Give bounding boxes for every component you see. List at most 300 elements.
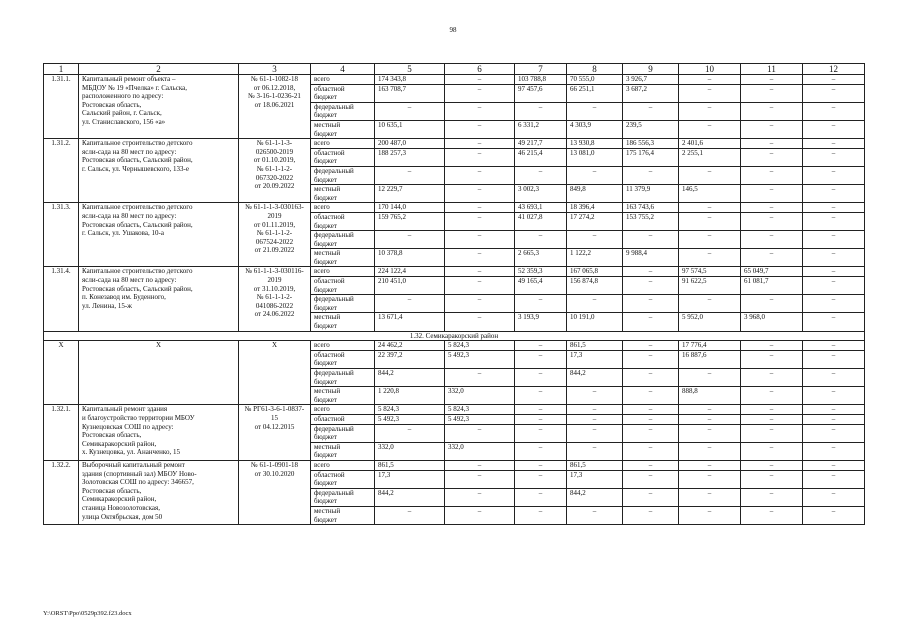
funding-source-line: федеральный xyxy=(314,102,354,111)
value-cell: – xyxy=(567,405,623,415)
value-cell: – xyxy=(741,102,803,120)
document-line: от 06.12.2018, xyxy=(253,83,296,92)
description-line: Капитальный ремонт здания xyxy=(82,405,168,414)
value-cell: – xyxy=(803,120,865,138)
funding-source-line: бюджет xyxy=(314,221,337,230)
value-cell: 175 176,4 xyxy=(623,148,679,166)
value-cell: – xyxy=(741,387,803,405)
value-cell: – xyxy=(741,488,803,506)
value-cell: – xyxy=(445,424,515,442)
description-line: ясли-сада на 80 мест по адресу: xyxy=(82,147,177,156)
value-cell: 861,5 xyxy=(375,460,445,470)
funding-source-line: всего xyxy=(314,139,330,148)
document-line: № 61-1-1-2- xyxy=(256,164,293,173)
header-cell: 7 xyxy=(515,64,567,75)
value-cell: – xyxy=(623,102,679,120)
value-cell: – xyxy=(803,442,865,460)
value-cell: – xyxy=(803,488,865,506)
description-line: МБДОУ № 19 «Пчелка» г. Сальска, xyxy=(82,83,187,92)
header-cell: 1 xyxy=(44,64,79,75)
value-cell: – xyxy=(679,405,741,415)
funding-source-line: местный xyxy=(314,506,341,515)
funding-source-line: федеральный xyxy=(314,166,354,175)
value-cell: – xyxy=(445,84,515,102)
value-cell: 52 359,3 xyxy=(515,267,567,277)
value-cell: – xyxy=(515,442,567,460)
funding-source-line: всего xyxy=(314,75,330,83)
value-cell: – xyxy=(515,470,567,488)
value-cell: – xyxy=(623,166,679,184)
value-cell: – xyxy=(567,102,623,120)
value-cell: 888,8 xyxy=(679,387,741,405)
value-cell: – xyxy=(623,369,679,387)
value-cell: – xyxy=(515,166,567,184)
value-cell: 844,2 xyxy=(567,488,623,506)
value-cell: – xyxy=(623,277,679,295)
table-row xyxy=(44,203,865,213)
item-description xyxy=(79,460,239,524)
funding-source-line: бюджет xyxy=(314,303,337,312)
value-cell: – xyxy=(679,249,741,267)
value-cell: 65 049,7 xyxy=(741,267,803,277)
value-cell: – xyxy=(445,267,515,277)
description-line: Капитальное строительство детского xyxy=(82,203,193,212)
item-description xyxy=(79,75,239,139)
value-cell: 3 687,2 xyxy=(623,84,679,102)
funding-source-line: областной xyxy=(314,470,345,479)
funding-source xyxy=(311,267,375,277)
item-number: 1.32.1. xyxy=(44,405,79,461)
document-line: от 30.10.2020 xyxy=(254,469,295,478)
description-line: ясли-сада на 80 мест по адресу: xyxy=(82,276,177,285)
value-cell: – xyxy=(679,231,741,249)
funding-source-line: местный xyxy=(314,120,341,129)
value-cell: 861,5 xyxy=(567,341,623,351)
document-reference xyxy=(239,460,311,524)
header-cell: 12 xyxy=(803,64,865,75)
funding-source xyxy=(311,460,375,470)
value-cell: – xyxy=(803,166,865,184)
description-line: ул. Ленина, 15-ж xyxy=(82,301,133,310)
value-cell: – xyxy=(623,488,679,506)
funding-source xyxy=(311,277,375,295)
funding-source-line: местный xyxy=(314,249,341,258)
document-line: № 61-1-1-3-030116- xyxy=(245,267,304,276)
document-line: 041086-2022 xyxy=(255,301,294,310)
document-line: от 20.09.2022 xyxy=(254,182,295,191)
value-cell: 49 217,7 xyxy=(515,139,567,149)
description-line: расположенного по адресу: xyxy=(82,92,164,101)
value-cell: 200 487,0 xyxy=(375,139,445,149)
item-number: 1.31.2. xyxy=(44,139,79,203)
funding-source-line: бюджет xyxy=(314,111,337,120)
value-cell: – xyxy=(741,414,803,424)
value-cell: 2 401,6 xyxy=(679,139,741,149)
value-cell: 16 887,6 xyxy=(679,350,741,368)
value-cell: – xyxy=(445,488,515,506)
table-row xyxy=(44,139,865,149)
document-line: от 21.09.2022 xyxy=(254,246,295,255)
funding-source-line: областной xyxy=(314,212,345,221)
funding-source-line: бюджет xyxy=(314,451,337,460)
value-cell: – xyxy=(679,460,741,470)
value-cell: 3 193,9 xyxy=(515,313,567,331)
funding-source xyxy=(311,295,375,313)
value-cell: 46 215,4 xyxy=(515,148,567,166)
value-cell: 5 824,3 xyxy=(445,405,515,415)
value-cell: – xyxy=(679,203,741,213)
value-cell: 49 165,4 xyxy=(515,277,567,295)
value-cell: 5 824,3 xyxy=(445,341,515,351)
value-cell: 188 257,3 xyxy=(375,148,445,166)
document-line: от 01.10.2019, xyxy=(253,156,296,165)
item-description xyxy=(79,203,239,267)
document-line: от 04.12.2015 xyxy=(254,422,295,431)
value-cell: – xyxy=(741,203,803,213)
value-cell: – xyxy=(741,341,803,351)
document-line: 067524-2022 xyxy=(255,237,294,246)
description-line: Сальский район, г. Сальск, xyxy=(82,109,162,118)
value-cell: – xyxy=(803,341,865,351)
description-line: Ростовская область, xyxy=(82,431,142,440)
funding-source-line: областной xyxy=(314,84,345,93)
value-cell: – xyxy=(445,120,515,138)
value-cell: – xyxy=(803,387,865,405)
document-line: № 61-1-1-2- xyxy=(256,293,293,302)
value-cell: – xyxy=(803,277,865,295)
funding-source-line: местный xyxy=(314,313,341,322)
funding-source xyxy=(311,424,375,442)
value-cell: 332,0 xyxy=(375,442,445,460)
funding-source-line: бюджет xyxy=(314,479,337,488)
funding-source-line: бюджет xyxy=(314,93,337,102)
value-cell: – xyxy=(445,166,515,184)
value-cell: – xyxy=(679,488,741,506)
funding-source xyxy=(311,369,375,387)
value-cell: – xyxy=(741,405,803,415)
funding-source xyxy=(311,139,375,149)
description-line: Капитальное строительство детского xyxy=(82,267,193,276)
table-row xyxy=(44,267,865,277)
value-cell: – xyxy=(567,506,623,524)
value-cell: 2 665,3 xyxy=(515,249,567,267)
funding-source xyxy=(311,75,375,85)
value-cell: 17,3 xyxy=(567,470,623,488)
document-line: 026500-2019 xyxy=(255,147,294,156)
value-cell: – xyxy=(741,424,803,442)
value-cell: 10 635,1 xyxy=(375,120,445,138)
value-cell: – xyxy=(623,414,679,424)
funding-source-line: бюджет xyxy=(314,257,337,266)
value-cell: – xyxy=(803,148,865,166)
value-cell: – xyxy=(679,295,741,313)
value-cell: 224 122,4 xyxy=(375,267,445,277)
value-cell: – xyxy=(803,424,865,442)
value-cell: – xyxy=(803,102,865,120)
value-cell: 11 379,9 xyxy=(623,185,679,203)
value-cell: – xyxy=(679,84,741,102)
value-cell: 159 765,2 xyxy=(375,212,445,230)
funding-source-line: бюджет xyxy=(314,395,337,404)
budget-table xyxy=(43,63,865,525)
value-cell: – xyxy=(623,313,679,331)
value-cell: – xyxy=(567,231,623,249)
description-line: Семикаракорский район, xyxy=(82,495,157,504)
funding-source xyxy=(311,405,375,415)
value-cell: – xyxy=(803,350,865,368)
value-cell: – xyxy=(623,387,679,405)
funding-source-line: бюджет xyxy=(314,239,337,248)
value-cell: – xyxy=(515,405,567,415)
value-cell: – xyxy=(803,414,865,424)
value-cell: – xyxy=(567,295,623,313)
value-cell: – xyxy=(375,231,445,249)
value-cell: – xyxy=(679,212,741,230)
value-cell: 17 274,2 xyxy=(567,212,623,230)
funding-source-line: федеральный xyxy=(314,369,354,377)
value-cell: – xyxy=(515,341,567,351)
value-cell: 332,0 xyxy=(445,387,515,405)
funding-source-line: всего xyxy=(314,267,330,276)
header-cell: 9 xyxy=(623,64,679,75)
value-cell: – xyxy=(679,166,741,184)
item-number: 1.32.2. xyxy=(44,460,79,524)
value-cell: – xyxy=(623,295,679,313)
value-cell: – xyxy=(515,506,567,524)
value-cell: – xyxy=(741,506,803,524)
funding-source-line: бюджет xyxy=(314,497,337,506)
value-cell: – xyxy=(515,295,567,313)
value-cell: – xyxy=(803,212,865,230)
value-cell: 1 122,2 xyxy=(567,249,623,267)
value-cell: – xyxy=(741,139,803,149)
funding-source-line: бюджет xyxy=(314,359,337,368)
value-cell: 66 251,1 xyxy=(567,84,623,102)
value-cell: 186 556,3 xyxy=(623,139,679,149)
value-cell: 61 081,7 xyxy=(741,277,803,295)
value-cell: – xyxy=(741,470,803,488)
value-cell: – xyxy=(679,424,741,442)
description-line: Золотовская СОШ по адресу: 346657, xyxy=(82,478,194,487)
value-cell: 153 755,2 xyxy=(623,212,679,230)
value-cell: 70 555,0 xyxy=(567,75,623,85)
funding-source xyxy=(311,84,375,102)
funding-source-line: бюджет xyxy=(314,515,337,524)
description-line: ул. Станиславского, 156 «а» xyxy=(82,117,166,126)
value-cell: – xyxy=(741,84,803,102)
document-line: от 01.11.2019, xyxy=(253,220,296,229)
value-cell: – xyxy=(445,148,515,166)
funding-source xyxy=(311,166,375,184)
value-cell: 5 492,3 xyxy=(375,414,445,424)
value-cell: – xyxy=(803,295,865,313)
value-cell: 18 396,4 xyxy=(567,203,623,213)
description-line: улица Октябрьская, дом 50 xyxy=(82,512,163,521)
header-cell: 11 xyxy=(741,64,803,75)
funding-source-line: бюджет xyxy=(314,129,337,138)
value-cell: – xyxy=(567,414,623,424)
value-cell: – xyxy=(623,424,679,442)
value-cell: – xyxy=(803,249,865,267)
value-cell: – xyxy=(375,102,445,120)
description-line: Выборочный капитальный ремонт xyxy=(82,460,185,469)
funding-source-line: всего xyxy=(314,341,330,350)
value-cell: – xyxy=(803,313,865,331)
value-cell: 97 574,5 xyxy=(679,267,741,277)
value-cell: – xyxy=(679,120,741,138)
document-line: 067320-2022 xyxy=(255,173,294,182)
header-cell: 8 xyxy=(567,64,623,75)
value-cell: – xyxy=(741,148,803,166)
header-cell: 6 xyxy=(445,64,515,75)
funding-source-line: областной xyxy=(314,148,345,157)
value-cell: – xyxy=(375,506,445,524)
value-cell: – xyxy=(445,277,515,295)
funding-source-line: бюджет xyxy=(314,322,337,331)
value-cell: – xyxy=(679,102,741,120)
table-row xyxy=(44,405,865,415)
description-line: Семикаракорский район, xyxy=(82,439,157,448)
document-line: от 31.10.2019, xyxy=(253,284,296,293)
header-cell: 4 xyxy=(311,64,375,75)
value-cell: – xyxy=(445,185,515,203)
description-line: ясли-сада на 80 мест по адресу: xyxy=(82,211,177,220)
value-cell: 332,0 xyxy=(445,442,515,460)
value-cell: – xyxy=(741,231,803,249)
item-description: Х xyxy=(79,341,239,405)
value-cell: – xyxy=(679,470,741,488)
value-cell: – xyxy=(679,442,741,460)
document-line: № 61-1-1-3-030163- xyxy=(245,203,304,212)
funding-source xyxy=(311,470,375,488)
value-cell: – xyxy=(445,102,515,120)
description-line: г. Сальск, ул. Чернышевского, 133-е xyxy=(82,164,189,173)
value-cell: – xyxy=(445,369,515,387)
value-cell: – xyxy=(445,460,515,470)
funding-source-line: всего xyxy=(314,405,330,414)
value-cell: – xyxy=(623,460,679,470)
value-cell: – xyxy=(741,185,803,203)
value-cell: 13 671,4 xyxy=(375,313,445,331)
value-cell: – xyxy=(803,139,865,149)
value-cell: – xyxy=(679,75,741,85)
value-cell: – xyxy=(623,506,679,524)
value-cell: – xyxy=(445,75,515,85)
value-cell: – xyxy=(741,212,803,230)
funding-source xyxy=(311,341,375,351)
value-cell: – xyxy=(803,405,865,415)
funding-source-line: федеральный xyxy=(314,424,354,433)
value-cell: 12 229,7 xyxy=(375,185,445,203)
funding-source-line: местный xyxy=(314,387,341,396)
value-cell: 6 331,2 xyxy=(515,120,567,138)
document-reference xyxy=(239,405,311,461)
value-cell: – xyxy=(623,350,679,368)
value-cell: 103 788,8 xyxy=(515,75,567,85)
value-cell: – xyxy=(445,470,515,488)
value-cell: – xyxy=(679,506,741,524)
value-cell: 174 343,8 xyxy=(375,75,445,85)
funding-source xyxy=(311,442,375,460)
description-line: и благоустройство территории МБОУ xyxy=(82,413,195,422)
value-cell: – xyxy=(445,231,515,249)
description-line: х. Кузнецовка, ул. Ананченко, 15 xyxy=(82,448,180,457)
value-cell: 43 693,1 xyxy=(515,203,567,213)
funding-source-line: бюджет xyxy=(314,157,337,166)
description-line: Ростовская область, Сальский район, xyxy=(82,220,193,229)
value-cell: – xyxy=(515,231,567,249)
document-reference: Х xyxy=(239,341,311,405)
value-cell: – xyxy=(515,369,567,387)
value-cell: 844,2 xyxy=(375,488,445,506)
description-line: Капитальный ремонт объекта – xyxy=(82,75,176,83)
value-cell: 861,5 xyxy=(567,460,623,470)
value-cell: – xyxy=(445,212,515,230)
document-line: 2019 xyxy=(267,276,282,285)
description-line: Капитальное строительство детского xyxy=(82,139,193,148)
funding-source xyxy=(311,231,375,249)
value-cell: – xyxy=(567,166,623,184)
funding-source xyxy=(311,350,375,368)
value-cell: 9 988,4 xyxy=(623,249,679,267)
item-description xyxy=(79,405,239,461)
value-cell: – xyxy=(375,424,445,442)
value-cell: – xyxy=(803,84,865,102)
value-cell: – xyxy=(741,295,803,313)
header-cell: 2 xyxy=(79,64,239,75)
description-line: станица Новозолотовская, xyxy=(82,503,161,512)
item-number: 1.31.3. xyxy=(44,203,79,267)
value-cell: – xyxy=(515,460,567,470)
value-cell: – xyxy=(741,369,803,387)
value-cell: – xyxy=(623,341,679,351)
funding-source-line: бюджет xyxy=(314,193,337,202)
description-line: Ростовская область, xyxy=(82,100,142,109)
value-cell: – xyxy=(445,295,515,313)
value-cell: – xyxy=(515,424,567,442)
value-cell: 844,2 xyxy=(567,369,623,387)
funding-source-line: федеральный xyxy=(314,295,354,304)
description-line: Кузнецовская СОШ по адресу: xyxy=(82,422,174,431)
value-cell: 17 776,4 xyxy=(679,341,741,351)
document-line: 15 xyxy=(271,413,278,422)
value-cell: – xyxy=(375,295,445,313)
file-path-footer: Y:\ORST\Ppo\0529p392.f23.docx xyxy=(43,610,132,617)
funding-source xyxy=(311,148,375,166)
funding-source-line: всего xyxy=(314,203,330,212)
document-line: № 61-1-1082-18 xyxy=(251,75,298,83)
funding-source-line: бюджет xyxy=(314,433,337,442)
value-cell: – xyxy=(679,369,741,387)
value-cell: 170 144,0 xyxy=(375,203,445,213)
value-cell: 5 952,0 xyxy=(679,313,741,331)
table-row xyxy=(44,341,865,351)
description-line: г. Сальск, ул. Ушакова, 10-а xyxy=(82,229,164,238)
value-cell: – xyxy=(375,166,445,184)
funding-source-line: местный xyxy=(314,185,341,194)
funding-source xyxy=(311,506,375,524)
value-cell: – xyxy=(741,166,803,184)
funding-source-line: областной xyxy=(314,414,345,423)
document-reference xyxy=(239,267,311,331)
funding-source xyxy=(311,488,375,506)
value-cell: – xyxy=(445,203,515,213)
funding-source xyxy=(311,387,375,405)
value-cell: 163 743,6 xyxy=(623,203,679,213)
value-cell: 3 926,7 xyxy=(623,75,679,85)
value-cell: – xyxy=(803,203,865,213)
value-cell: – xyxy=(741,460,803,470)
